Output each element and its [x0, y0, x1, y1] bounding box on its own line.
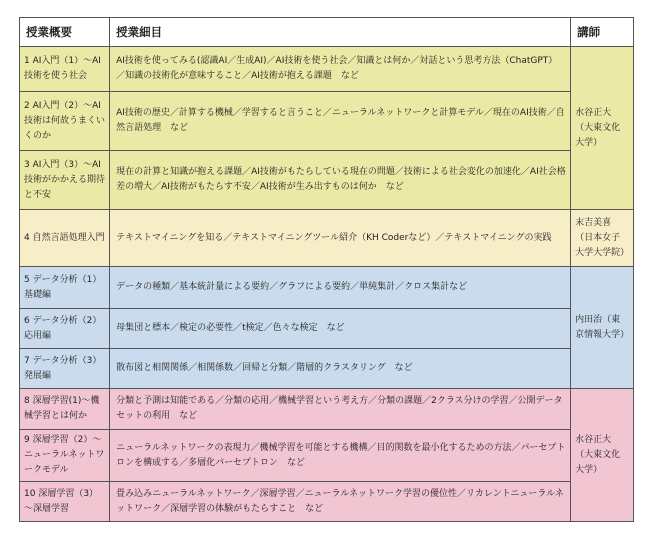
row-overview: 9 深層学習（2）～ニューラルネットワークモデル	[20, 430, 110, 482]
row-detail: 散布図と相関関係／相関係数／回帰と分類／階層的クラスタリング など	[110, 349, 571, 389]
table-row	[20, 309, 634, 349]
row-teacher: 水谷正大（大東文化大学）	[571, 389, 634, 522]
row-detail: 畳み込みニューラルネットワーク／深層学習／ニューラルネットワーク学習の優位性／リカレントニューラルネットワーク／深層学習の体験がもたらすこと など	[110, 482, 571, 522]
row-detail: データの種類／基本統計量による要約／グラフによる要約／単純集計／クロス集計など	[110, 267, 571, 309]
row-overview: 3 AI入門（3）～AI技術がかかえる期待と不安	[20, 151, 110, 210]
row-overview: 1 AI入門（1）～AI技術を使う社会	[20, 47, 110, 92]
row-detail: AI技術の歴史／計算する機械／学習すると言うこと／ニューラルネットワークと計算モデル／現在のAI技術／自然言語処理 など	[110, 92, 571, 151]
row-overview: 4 自然言語処理入門	[20, 210, 110, 267]
row-teacher: 水谷正大（大東文化大学）	[571, 47, 634, 210]
syllabus-table	[19, 17, 634, 522]
table-row	[20, 389, 634, 430]
row-detail: 分類と予測は知能である／分類の応用／機械学習という考え方／分類の課題／2クラス分けの学習／公開データセットの利用 など	[110, 389, 571, 430]
table-row	[20, 210, 634, 267]
header-overview: 授業概要	[20, 18, 110, 47]
row-overview: 8 深層学習(1)～機械学習とは何か	[20, 389, 110, 430]
row-detail: テキストマイニングを知る／テキストマイニングツール紹介（KH Coderなど）／テキストマイニングの実践	[110, 210, 571, 267]
table-row	[20, 430, 634, 482]
row-overview: 2 AI入門（2）～AI技術は何故うまくいくのか	[20, 92, 110, 151]
row-detail: 母集団と標本／検定の必要性／t検定／色々な検定 など	[110, 309, 571, 349]
table-row	[20, 47, 634, 92]
row-overview: 10 深層学習（3）～深層学習	[20, 482, 110, 522]
header-row	[20, 18, 634, 47]
syllabus-table-container	[19, 17, 634, 522]
row-detail: ニューラルネットワークの表現力／機械学習を可能とする機構／目的関数を最小化するための方法／パーセプトロンを構成する／多層化パーセプトロン など	[110, 430, 571, 482]
row-overview: 5 データ分析（1）基礎編	[20, 267, 110, 309]
table-row	[20, 92, 634, 151]
row-detail: AI技術を使ってみる(認識AI／生成AI)／AI技術を使う社会／知識とは何か／対話という思考方法（ChatGPT）／知識の技術化が意味すること／AI技術が抱える課題 など	[110, 47, 571, 92]
row-overview: 7 データ分析（3）発展編	[20, 349, 110, 389]
table-row	[20, 267, 634, 309]
row-detail: 現在の計算と知識が抱える課題／AI技術がもたらしている現在の問題／技術による社会変化の加速化／AI社会格差の増大／AI技術がもたらす不安／AI技術が生み出すものは何か など	[110, 151, 571, 210]
table-row	[20, 151, 634, 210]
table-row	[20, 482, 634, 522]
row-teacher: 末吉美喜（日本女子大学大学院）	[571, 210, 634, 267]
header-teacher: 講師	[571, 18, 634, 47]
row-teacher: 内田治（東京情報大学）	[571, 267, 634, 389]
header-detail: 授業細目	[110, 18, 571, 47]
row-overview: 6 データ分析（2）応用編	[20, 309, 110, 349]
table-row	[20, 349, 634, 389]
